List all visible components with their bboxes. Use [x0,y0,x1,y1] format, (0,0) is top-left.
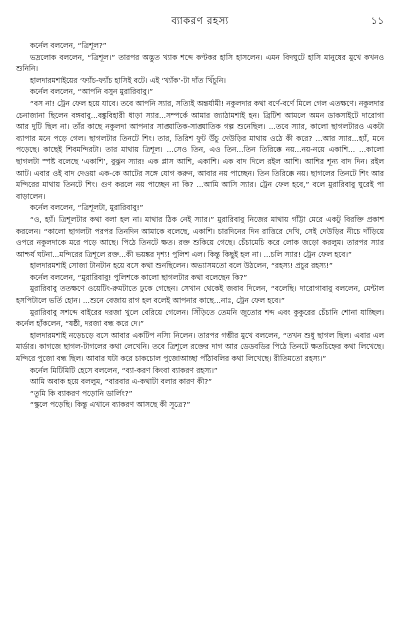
paragraph: “স্কুলে পড়েছি। কিন্তু এখানে ব্যাকরণ আসছে কী সূত্রে?” [30,400,191,410]
paragraph: হালদারমশাই নড়েচড়ে বসে আবার একটিপ নস্যি নিলেন। তারপর গম্ভীর মুখে বললেন, “তখন শুধু ছাগল ছিল। এবার এল মার্ডার। কাগজে ছাগল-টাগলের কথা লেখেনি। তবে ত্রিশূলে রক্তের দাগ আর ডেডবডির পিঠে তিনটে ক্ষতচিহ্নের কথা লিখেছে। মন্দিরে পুজো বন্ধ ছিল। আবার ঘটা করে চাকচোল পুজোআচ্ছা পাঁঠাবলির কথা লিখেছে। রীতিমতো রহস্য।” [16,330,384,364]
paragraph: কর্নেল বললেন, “আপনি বসুন মুরারিবাবু।” [30,87,154,97]
paragraph: কর্নেল বললেন, “ত্রিশূলটা, মুরারিবাবু!” [30,203,144,213]
paragraph: মুরারিবাবু সশব্দে বাইরের দরজা খুলে বেরিয়ে গেলেন। সিঁড়িতে তেমনি জুতোর শব্দ এবং কুকুরের চেঁচানি শোনা যাচ্ছিল। কর্নেল হাঁকলেন, “ষষ্ঠী, দরজা বন্ধ করে দে।” [16,307,384,329]
page-number: ১১ [371,16,384,27]
paragraph: “তুমি কি ব্যাকরণ পড়োনি ডার্লিং?” [30,388,133,398]
paragraph: হালদারমশাইয়ের ‘ফ্যাঁচ-ফ্যাঁচ হাসিই বটে। এই ‘খ্যাঁক’-টা দাঁত খিঁচুনি। [30,75,226,85]
paragraph: মুরারিবাবু ততক্ষণে ওয়েটিং-রুমটাতে ঢুকে গেছেন। সেখান থেকেই জবাব দিলেন, “বলেছি। দারোগাবাবু বললেন, মেন্টাল হসপিটালে ভর্তি হোন। ...শুনে বেজায় রাগ হল বলেই আপনার কাছে...নাঃ, ট্রেন ফেল হবে।” [16,284,384,306]
paragraph: “বস না! ট্রেন ফেল হয়ে যাবে। তবে আপনি স্যার, সত্যিই অন্তর্যামী! নকুলদার কথা বর্ণে-বর্ণে মিলে গেল এতক্ষণে। নকুলদার চেনাজানা ছিলেন বঙ্গবাবু...বঙ্কুবিহারী ধাড়া স্যার...সম্পর্কে আমার জ্যাঠামশাই হন। ব্রিটিশ আমলে অমন ডাকসাইটে দারোগা আর দুটি ছিল না। তাঁর কাছে নকুলদা আপনার সাঙ্ঘাতিক-সাঙ্ঘাতিক গল্প শুনেছিল। ...তবে স্যার, কালো ছাগলটারও একটা ব্যাপার মনে পড়ে গেল। ছাগলটার তিনটে শিং। তার, তিরিশ ফুট উঁচু দেউড়ির মাথায় ওঠে কী করে? ...আর স্যার...হ্যাঁ, মনে পড়েছে। কাছেই শিবমন্দিরটা। তার মাথায় ত্রিশূল। ...সেও তিন, এও তিন...তিন তিরিক্কে নয়...নয়-নয়ে একাশি... ...কালো ছাগলটা স্পষ্ট বলেছে ‘একাশি’, বুঝুন স্যার! এক প্লাস আশি, একাশি। এক বাদ দিলে রইল আশি। আশির শূন্য বাদ দিন। রইল আট। এবার ওই বাদ দেওয়া এক-কে আটের সঙ্গে যোগ করুন, আবার নয় পাচ্ছেন। তিন তিরিক্কে নয়। ছাগলের তিনটে শিং আর মন্দিরের মাথায় তিনটে শিং। গুণ করলে নয় পাচ্ছেন না কি? ...আমি আসি স্যার। ট্রেন ফেল হবে,” বলে মুরারিবাবু ঘুরেই পা বাড়ালেন। [16,98,384,201]
paragraph: আমি অবাক হয়ে বললুম, “বারবার এ-কথাটা বলার কারণ কী?” [30,377,212,387]
paragraph: কর্নেল বললেন, “ত্রিশূল?” [30,41,107,50]
paragraph: কর্নেল মিটিমিটি হেসে বললেন, “ব্যা-করণ কিংবা ব্যাকরণ রহস্য।” [30,365,218,375]
paragraph: হালদারমশাই সোজা টানটান হয়ে বসে কথা শুনছিলেন। অভ্যাসমতো বলে উঠলেন, “রহস্য! প্রচুর রহস্য!” [30,261,333,271]
paragraph: কর্নেল বললেন, “মুরারিবাবু! পুলিশকে কালো ছাগলটার কথা বলেছেন কি?” [30,272,248,282]
paragraph: “ও, হ্যাঁ। ত্রিশূলটার কথা বলা হল না। মাথার ঠিক নেই স্যার।” মুরারিবাবু নিজের মাথায় গাঁট্টা মেরে একটু বিরক্তি প্রকাশ করলেন। “কালো ছাগলটা পরপর তিনদিন আমাকে বলেছে, একাশি। চারদিনের দিন রাত্তিরে দেখি, সেই দেউড়ির নীচে দাঁড়িয়ে ওপরে নকুলদাকে মরে পড়ে আছে। পিঠে তিনটে ক্ষত। রক্ত শুকিয়ে গেছে। চেঁচামেচি করে লোক জড়ো করলুম। তারপর স্যার আশ্চর্য ঘটনা...মন্দিরের ত্রিশূলে রক্ত...কী ভয়ঙ্কর দৃশ্য! পুলিশ এল। কিন্তু কিছুই হল না। ...চলি স্যার! ট্রেন ফেল হবে।” [16,214,384,259]
body-text [16,40,384,411]
running-title: ব্যাকরণ রহস্য [171,16,229,27]
running-header [16,14,384,30]
paragraph: ভদ্রলোক বললেন, “ত্রিশূল।” তারপর অদ্ভুত খ্যাক শব্দে কণ্টকর হাসি হাসলেন। এমন বিদঘুটে হাসি মানুষের মুখে কখনও শুনিনি। [16,52,384,74]
